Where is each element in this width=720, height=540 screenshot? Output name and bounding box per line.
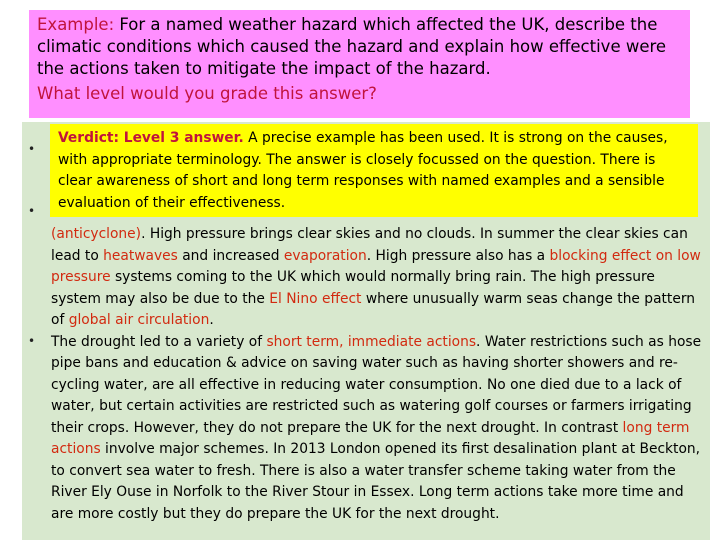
key-term: long term actions <box>51 419 690 457</box>
verdict-box <box>50 124 698 217</box>
verdict-label: Verdict: Level 3 answer. <box>58 130 244 146</box>
key-term: El Nino effect <box>269 290 362 307</box>
answer-text-run: and increased <box>177 247 284 264</box>
question-text <box>37 14 682 80</box>
question-prompt: For a named weather hazard which affected the UK, describe the climatic conditions which caused the hazard and explain how effective were the actions taken to mitigate the impact of the hazard. <box>37 15 667 78</box>
key-term: blocking effect on low pressure <box>51 247 701 285</box>
answer-text-run: where unusually warm seas change the pattern of <box>51 290 696 328</box>
key-term: short term, immediate actions <box>266 333 477 350</box>
answer-text-run: . <box>209 312 214 328</box>
answer-text-run: systems coming to the UK which would normally bring rain. The high pressure system may also be due to the <box>51 269 655 307</box>
key-term: heatwaves <box>103 247 178 264</box>
answer-paragraph-causes <box>51 224 708 332</box>
bullet-1: • <box>28 142 36 156</box>
question-box <box>29 10 690 118</box>
bullet-3: • <box>28 334 36 348</box>
verdict-text: A precise example has been used. It is strong on the causes, with appropriate terminology. The answer is closely focussed on the question. There is clear awareness of short and long term responses with named examples and a sensible evaluation of their effectiveness. <box>58 130 668 211</box>
answer-text-run: The drought led to a variety of <box>51 333 267 350</box>
example-label: Example: <box>37 15 115 34</box>
key-term: global air circulation <box>68 312 210 328</box>
grade-question: What level would you grade this answer? <box>37 84 377 103</box>
answer-text-run: . High pressure also has a <box>366 247 550 264</box>
key-term: (anticyclone) <box>51 226 142 242</box>
answer-text-run: involve major schemes. In 2013 London opened its first desalination plant at Beckton, to convert sea water to fresh. There is also a water transfer scheme taking water from the River Ely Ouse in Norfolk to the River Stour in Essex. Long term actions take more time and are more costly but they do prepare the UK for the next drought. <box>51 441 701 522</box>
answer-text-run: . Water restrictions such as hose pipe bans and education & advice on saving water such as having shorter showers and re-cycling water, are all effective in reducing water consumption. No one died due to a lack of water, but certain activities are restricted such as watering golf courses or farmers irrigating their crops. However, they do not prepare the UK for the next drought. In contrast <box>51 333 702 436</box>
answer-paragraph-actions <box>51 332 708 526</box>
answer-text-run: . High pressure brings clear skies and no clouds. In summer the clear skies can lead to <box>51 226 688 264</box>
bullet-2: • <box>28 204 36 218</box>
key-term: evaporation <box>283 247 367 264</box>
model-answer <box>51 224 708 525</box>
